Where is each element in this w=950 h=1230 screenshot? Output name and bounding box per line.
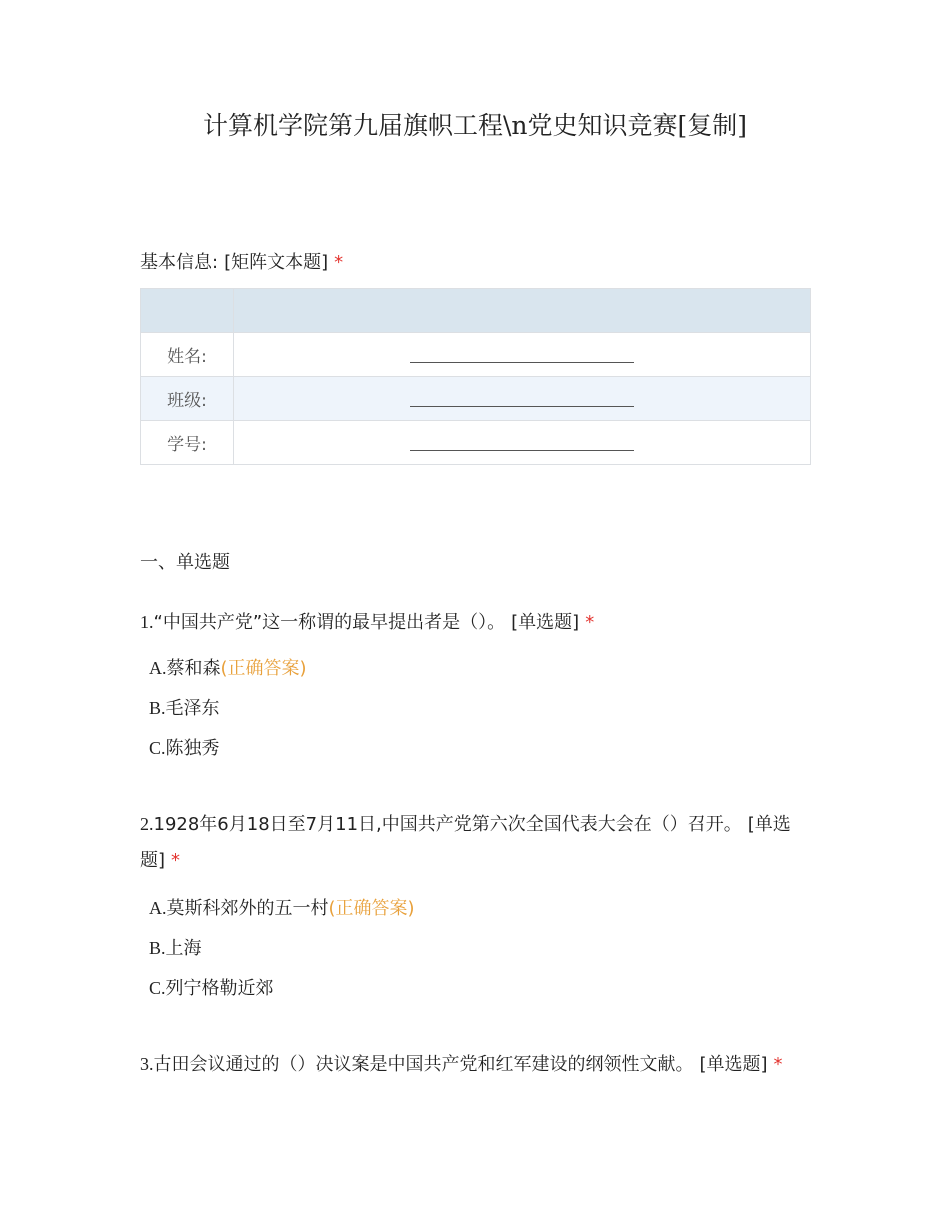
matrix-header-row <box>141 289 811 333</box>
question-number: 3. <box>140 1054 154 1074</box>
matrix-row-label: 学号: <box>141 421 234 465</box>
correct-answer-label: (正确答案) <box>220 658 307 679</box>
required-mark: * <box>585 612 595 633</box>
matrix-header-cell <box>234 289 811 333</box>
option-text: 蔡和森 <box>166 658 221 679</box>
matrix-row-label: 姓名: <box>141 333 234 377</box>
blank-line <box>410 449 634 451</box>
option-letter: A. <box>149 658 167 678</box>
option-text: 莫斯科郊外的五一村 <box>166 898 329 919</box>
option-a[interactable] <box>149 648 307 688</box>
option-text: 陈独秀 <box>165 738 220 759</box>
question-text: “中国共产党”这一称谓的最早提出者是（）。 <box>153 612 506 633</box>
blank-line <box>410 361 634 363</box>
question-text: 古田会议通过的（）决议案是中国共产党和红军建设的纲领性文献。 <box>153 1054 694 1075</box>
question-type: [矩阵文本题] <box>224 252 329 273</box>
basic-info-matrix <box>140 288 811 465</box>
blank-line <box>410 405 634 407</box>
basic-info-heading <box>140 245 810 281</box>
question-type: [单选题] <box>511 612 580 633</box>
basic-info-label: 基本信息: <box>140 252 219 273</box>
question-2-title <box>140 806 808 879</box>
matrix-header-cell <box>141 289 234 333</box>
matrix-row-class <box>141 377 811 421</box>
option-letter: A. <box>149 898 167 918</box>
correct-answer-label: (正确答案) <box>328 898 415 919</box>
required-mark: * <box>773 1054 783 1075</box>
option-text: 列宁格勒近郊 <box>165 978 274 999</box>
question-3-title <box>140 1046 820 1083</box>
matrix-row-label: 班级: <box>141 377 234 421</box>
option-letter: B. <box>149 938 166 958</box>
section-heading: 一、单选题 <box>140 552 230 573</box>
name-field[interactable] <box>234 333 811 377</box>
question-type: [单选题] <box>699 1054 768 1075</box>
question-number: 2. <box>140 814 154 834</box>
question-type: [单选题] <box>140 814 791 871</box>
option-letter: C. <box>149 978 166 998</box>
option-c[interactable] <box>149 968 415 1008</box>
option-text: 毛泽东 <box>165 698 220 719</box>
matrix-row-name <box>141 333 811 377</box>
option-a[interactable] <box>149 888 415 928</box>
option-b[interactable] <box>149 928 415 968</box>
class-field[interactable] <box>234 377 811 421</box>
question-number: 1. <box>140 612 154 632</box>
option-b[interactable] <box>149 688 307 728</box>
question-text: 1928年6月18日至7月11日,中国共产党第六次全国代表大会在（）召开。 <box>153 814 742 835</box>
option-letter: B. <box>149 698 166 718</box>
question-2-options <box>149 888 415 1008</box>
required-mark: * <box>334 252 344 273</box>
option-letter: C. <box>149 738 166 758</box>
student-id-field[interactable] <box>234 421 811 465</box>
matrix-row-student-id <box>141 421 811 465</box>
page-title: 计算机学院第九届旗帜工程\n党史知识竞赛[复制] <box>202 111 748 140</box>
question-1-title <box>140 604 810 641</box>
required-mark: * <box>171 850 181 871</box>
option-c[interactable] <box>149 728 307 768</box>
option-text: 上海 <box>165 938 202 959</box>
question-1-options <box>149 648 307 768</box>
